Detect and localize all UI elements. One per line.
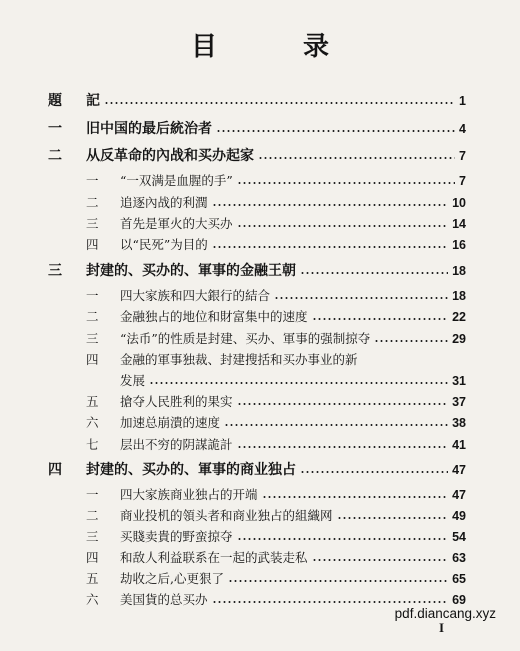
entry-number: 六 — [86, 415, 99, 430]
toc-entry[interactable] — [86, 215, 466, 233]
entry-title: 封建的、买办的、軍事的金融王朝 — [86, 263, 296, 279]
entry-number: 二 — [86, 195, 99, 210]
entry-title: 追逐內战的利潤 — [120, 195, 208, 210]
toc-entry[interactable] — [48, 120, 466, 138]
leader-dots — [237, 403, 449, 405]
entry-title: 首先是軍火的大买办 — [120, 216, 233, 231]
entry-page: 47 — [452, 463, 466, 477]
watermark: pdf.diancang.xyz — [394, 606, 496, 621]
entry-number: 二 — [86, 508, 99, 523]
entry-page: 69 — [452, 593, 466, 607]
entry-page: 1 — [459, 94, 466, 108]
leader-dots — [258, 157, 455, 159]
entry-number: 四 — [86, 237, 99, 252]
entry-number: 三 — [86, 331, 99, 346]
entry-page: 14 — [452, 217, 466, 231]
page-title: 目 录 — [190, 32, 359, 62]
entry-title: 买賤卖貴的野蛮掠夺 — [120, 529, 233, 544]
entry-number: 一 — [86, 487, 99, 502]
toc-entry-continuation[interactable] — [86, 372, 466, 390]
entry-title: “一双满是血腥的手” — [120, 173, 233, 188]
entry-page: 65 — [452, 572, 466, 586]
toc-entry[interactable] — [86, 308, 466, 326]
leader-dots — [212, 246, 448, 248]
entry-title: 层出不穷的阴謀詭計 — [120, 437, 233, 452]
leader-dots — [212, 204, 449, 206]
entry-title: 封建的、买办的、軍事的商业独占 — [86, 462, 296, 478]
toc-entry[interactable] — [86, 172, 466, 190]
entry-number: 二 — [86, 309, 99, 324]
entry-number: 三 — [48, 263, 62, 279]
toc-entry[interactable] — [86, 330, 466, 348]
entry-page: 18 — [452, 289, 466, 303]
entry-page: 31 — [452, 374, 466, 388]
leader-dots — [337, 517, 449, 519]
leader-dots — [237, 182, 455, 184]
entry-title: 商业投机的領头者和商业独占的組織网 — [120, 508, 333, 523]
toc-entry[interactable] — [86, 287, 466, 305]
entry-title: 金融的軍事独裁、封建搜括和买办事业的新 — [120, 352, 358, 367]
entry-page: 22 — [452, 310, 466, 324]
toc-entry[interactable] — [86, 486, 466, 504]
entry-number: 四 — [86, 550, 99, 565]
entry-page: 29 — [452, 332, 466, 346]
entry-title: 加速总崩潰的速度 — [120, 415, 221, 430]
leader-dots — [237, 225, 449, 227]
leader-dots — [262, 496, 449, 498]
toc-entry[interactable] — [86, 570, 466, 588]
leader-dots — [104, 102, 455, 104]
entry-page: 38 — [452, 416, 466, 430]
entry-page: 7 — [459, 174, 466, 188]
entry-title: 从反革命的內战和买办起家 — [86, 148, 254, 164]
toc-entry[interactable] — [86, 528, 466, 546]
entry-title: 搶夺人民胜利的果实 — [120, 394, 233, 409]
leader-dots — [216, 130, 455, 132]
entry-title: 以“民死”为目的 — [120, 237, 208, 252]
toc-entry[interactable] — [48, 92, 466, 110]
entry-number: 七 — [86, 437, 99, 452]
toc-entry[interactable] — [86, 393, 466, 411]
entry-number: 五 — [86, 571, 99, 586]
leader-dots — [224, 424, 448, 426]
toc-entry[interactable] — [86, 507, 466, 525]
entry-page: 37 — [452, 395, 466, 409]
leader-dots — [312, 559, 449, 561]
entry-title: 四大家族和四大銀行的結合 — [120, 288, 271, 303]
entry-page: 10 — [452, 196, 466, 210]
entry-number: 三 — [86, 529, 99, 544]
toc-entry[interactable] — [48, 461, 466, 479]
entry-title: 劫收之后,心更狠了 — [120, 571, 224, 586]
leader-dots — [274, 297, 448, 299]
toc-entry[interactable] — [86, 194, 466, 212]
entry-number: 一 — [86, 288, 99, 303]
leader-dots — [237, 538, 449, 540]
entry-title: 发展 — [120, 373, 146, 388]
toc-entry[interactable] — [86, 351, 466, 369]
entry-title: 和敌人利益联系在一起的武装走私 — [120, 550, 308, 565]
entry-title: 旧中国的最后統治者 — [86, 121, 212, 137]
entry-number: 一 — [86, 173, 99, 188]
entry-page: 7 — [459, 149, 466, 163]
toc-entry[interactable] — [86, 549, 466, 567]
entry-page: 47 — [452, 488, 466, 502]
entry-number: 四 — [86, 352, 99, 367]
leader-dots — [300, 272, 448, 274]
entry-page: 4 — [459, 122, 466, 136]
leader-dots — [237, 446, 449, 448]
leader-dots — [312, 318, 449, 320]
toc-entry[interactable] — [48, 147, 466, 165]
entry-number: 一 — [48, 121, 62, 137]
toc-entry[interactable] — [86, 236, 466, 254]
entry-number: 三 — [86, 216, 99, 231]
entry-title: 四大家族商业独占的开端 — [120, 487, 258, 502]
page-folio: I — [439, 620, 445, 635]
entry-page: 49 — [452, 509, 466, 523]
entry-number: 四 — [48, 462, 62, 478]
leader-dots — [149, 382, 448, 384]
entry-page: 41 — [452, 438, 466, 452]
leader-dots — [228, 580, 448, 582]
entry-title: 記 — [86, 93, 100, 109]
leader-dots — [300, 471, 448, 473]
entry-title: 美国貨的总买办 — [120, 592, 208, 607]
entry-page: 54 — [452, 530, 466, 544]
entry-number: 五 — [86, 394, 99, 409]
entry-page: 18 — [452, 264, 466, 278]
toc-entry[interactable] — [86, 414, 466, 432]
entry-number: 二 — [48, 148, 62, 164]
entry-title: 金融独占的地位和財富集中的速度 — [120, 309, 308, 324]
entry-page: 63 — [452, 551, 466, 565]
toc-entry[interactable] — [48, 262, 466, 280]
entry-page: 16 — [452, 238, 466, 252]
entry-number: 題 — [48, 93, 62, 109]
entry-number: 六 — [86, 592, 99, 607]
leader-dots — [374, 340, 448, 342]
toc-entry[interactable] — [86, 436, 466, 454]
entry-title: “法币”的性质是封建、买办、軍事的强制掠夺 — [120, 331, 371, 346]
leader-dots — [212, 601, 449, 603]
